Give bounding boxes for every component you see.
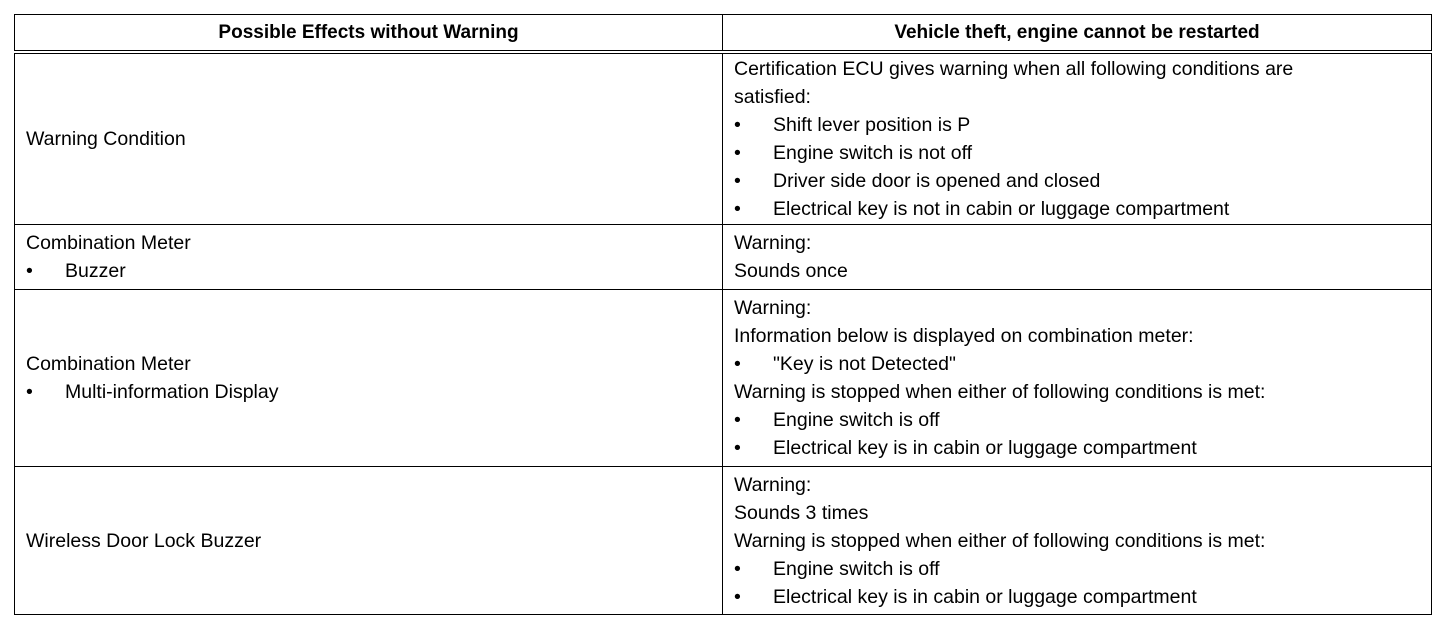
bullet-icon: • [734,353,741,375]
row-label: Wireless Door Lock Buzzer [26,529,262,552]
bullet-icon: • [734,114,741,136]
bullet-item [734,350,1420,378]
bullet-item [734,111,1420,139]
bullet-icon: • [734,557,741,580]
table-row [15,290,1432,467]
table-row [15,467,1432,615]
row-sublabel: Multi-information Display [65,381,279,403]
bullet-text: Electrical key is in cabin or luggage compartment [773,585,1197,608]
bullet-item [734,434,1420,462]
bullet-icon: • [26,260,33,282]
table-header-row [15,15,1432,53]
row-label: Combination Meter [26,232,191,254]
bullet-text: Engine switch is off [773,409,940,431]
bullet-item [26,257,711,285]
detail-text: Information below is displayed on combination meter: [734,325,1194,347]
bullet-text: "Key is not Detected" [773,353,956,375]
bullet-text: Engine switch is not off [773,142,973,164]
bullet-icon: • [734,585,741,608]
detail-text: satisfied: [734,86,811,108]
bullet-item [734,555,1420,583]
bullet-text: Electrical key is not in cabin or luggage compartment [773,198,1230,220]
table-row [15,225,1432,290]
bullet-icon: • [734,142,741,164]
detail-text: Warning: [734,473,812,496]
detail-text: Certification ECU gives warning when all following conditions are [734,58,1294,80]
table-row [15,52,1432,225]
bullet-item [734,139,1420,167]
bullet-text: Engine switch is off [773,557,940,580]
bullet-icon: • [734,198,741,220]
row-detail-cell [723,52,1432,225]
bullet-icon: • [734,437,741,459]
row-label: Combination Meter [26,353,191,375]
row-label-cell [15,52,723,225]
bullet-item [734,583,1420,611]
detail-text: Sounds once [734,260,848,282]
bullet-icon: • [26,381,33,403]
detail-text: Warning: [734,297,812,319]
detail-text: Warning is stopped when either of following conditions is met: [734,381,1266,403]
row-label: Warning Condition [26,128,186,150]
header-vehicle-theft: Vehicle theft, engine cannot be restarted [723,15,1432,53]
warning-table [14,14,1432,615]
detail-text: Warning: [734,232,812,254]
bullet-item [26,378,711,406]
header-possible-effects: Possible Effects without Warning [15,15,723,53]
bullet-icon: • [734,409,741,431]
row-detail-cell [723,225,1432,290]
row-detail-cell [723,290,1432,467]
row-sublabel: Buzzer [65,260,126,282]
row-label-cell [15,290,723,467]
bullet-item [734,167,1420,195]
detail-text: Sounds 3 times [734,501,869,524]
bullet-item [734,195,1420,223]
bullet-text: Driver side door is opened and closed [773,170,1101,192]
bullet-text: Shift lever position is P [773,114,971,136]
bullet-icon: • [734,170,741,192]
row-label-cell [15,225,723,290]
bullet-text: Electrical key is in cabin or luggage compartment [773,437,1197,459]
detail-text: Warning is stopped when either of following conditions is met: [734,529,1266,552]
row-detail-cell [723,467,1432,615]
row-label-cell [15,467,723,615]
bullet-item [734,406,1420,434]
